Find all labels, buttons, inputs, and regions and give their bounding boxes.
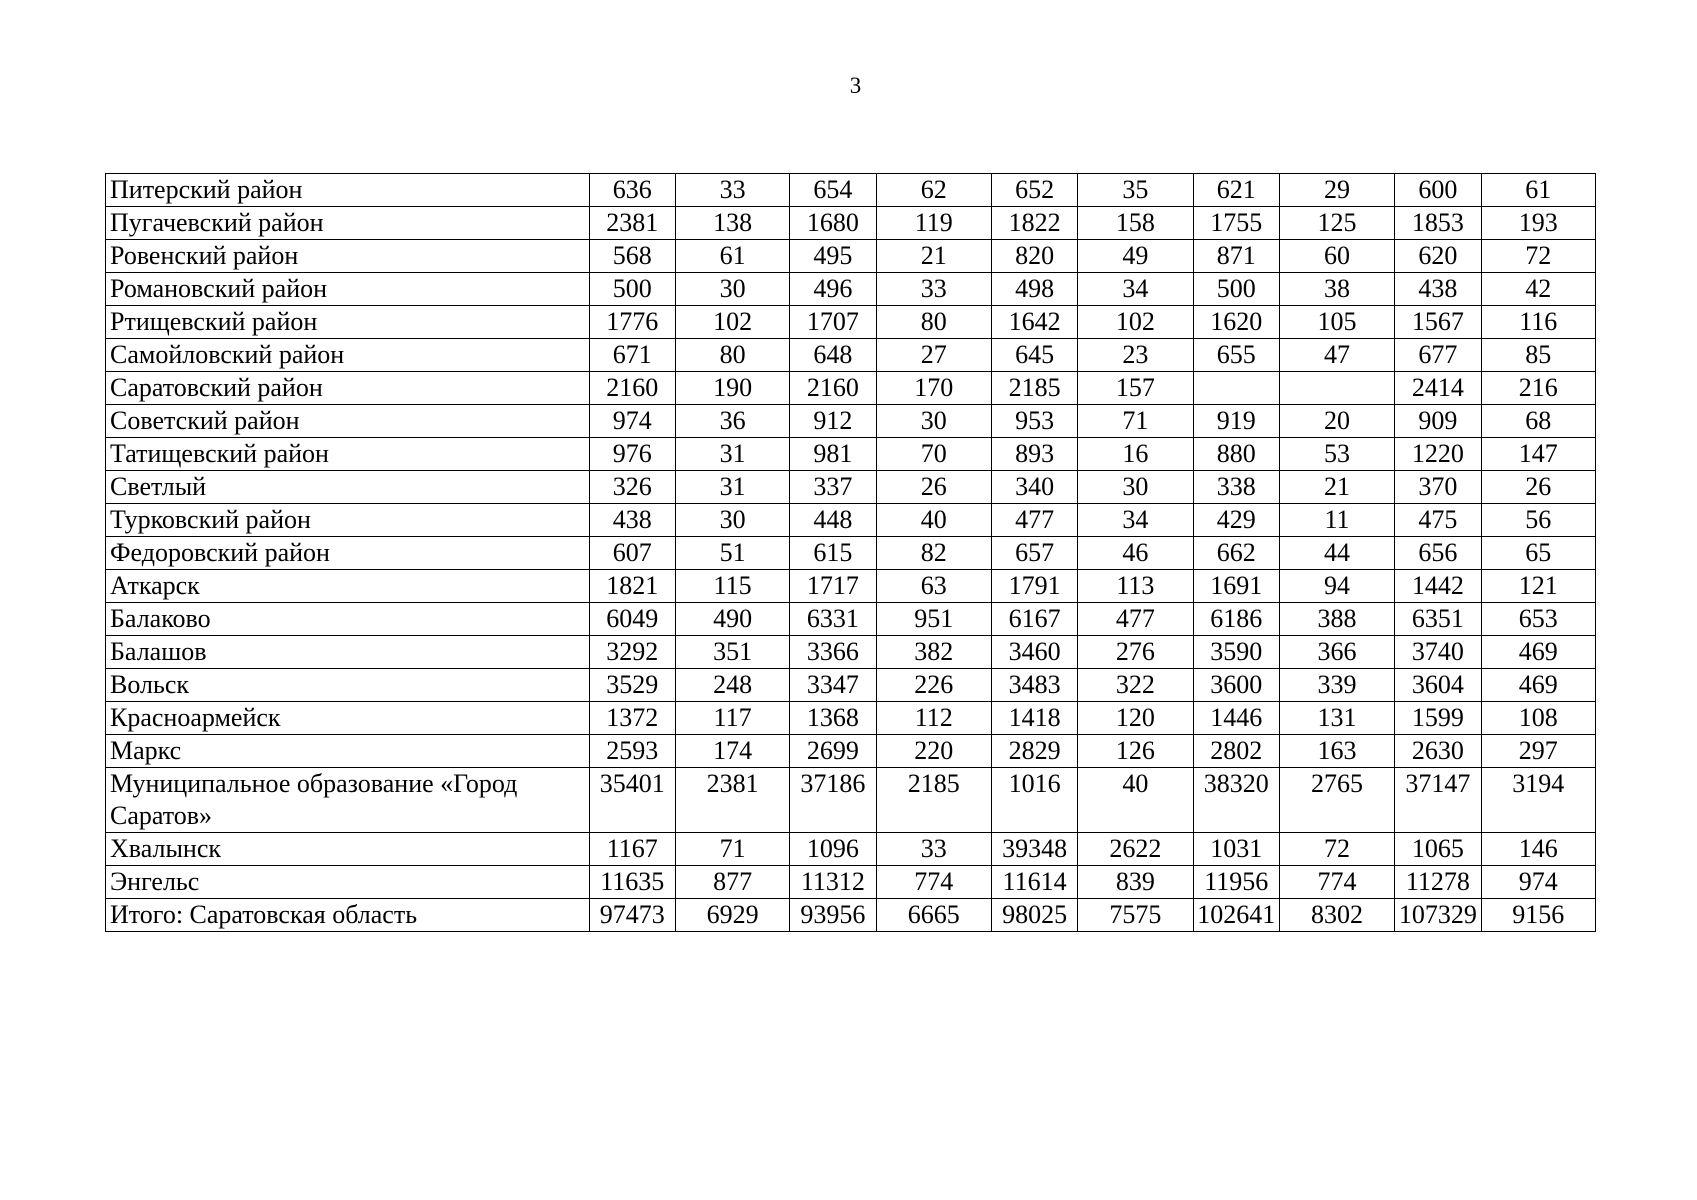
table-row <box>106 833 1596 866</box>
value-cell: 94 <box>1279 570 1394 603</box>
row-name-cell: Красноармейск <box>106 702 590 735</box>
value-cell: 38 <box>1279 273 1394 306</box>
value-cell: 36 <box>675 405 789 438</box>
value-cell: 30 <box>876 405 991 438</box>
value-cell: 44 <box>1279 537 1394 570</box>
value-cell: 340 <box>991 471 1077 504</box>
row-name-cell: Итого: Саратовская область <box>106 899 590 932</box>
value-cell: 2829 <box>991 735 1077 768</box>
value-cell: 34 <box>1078 273 1193 306</box>
value-cell: 157 <box>1078 372 1193 405</box>
value-cell: 119 <box>876 207 991 240</box>
table-body <box>106 174 1596 932</box>
value-cell: 220 <box>876 735 991 768</box>
value-cell: 1442 <box>1395 570 1481 603</box>
value-cell: 33 <box>675 174 789 207</box>
value-cell: 388 <box>1279 603 1394 636</box>
value-cell: 85 <box>1481 339 1595 372</box>
value-cell: 1031 <box>1193 833 1279 866</box>
value-cell: 438 <box>1395 273 1481 306</box>
value-cell: 63 <box>876 570 991 603</box>
value-cell: 677 <box>1395 339 1481 372</box>
value-cell: 382 <box>876 636 991 669</box>
value-cell: 6665 <box>876 899 991 932</box>
value-cell: 3347 <box>790 669 876 702</box>
value-cell: 2160 <box>790 372 876 405</box>
value-cell: 158 <box>1078 207 1193 240</box>
value-cell: 82 <box>876 537 991 570</box>
value-cell: 71 <box>1078 405 1193 438</box>
row-name-cell: Аткарск <box>106 570 590 603</box>
row-name-cell: Энгельс <box>106 866 590 899</box>
value-cell: 3292 <box>589 636 675 669</box>
value-cell: 226 <box>876 669 991 702</box>
value-cell: 125 <box>1279 207 1394 240</box>
value-cell: 893 <box>991 438 1077 471</box>
value-cell: 877 <box>675 866 789 899</box>
value-cell: 774 <box>1279 866 1394 899</box>
value-cell: 655 <box>1193 339 1279 372</box>
value-cell: 34 <box>1078 504 1193 537</box>
table-row <box>106 207 1596 240</box>
row-name-cell: Маркс <box>106 735 590 768</box>
value-cell: 116 <box>1481 306 1595 339</box>
value-cell: 568 <box>589 240 675 273</box>
value-cell: 80 <box>876 306 991 339</box>
table-row <box>106 240 1596 273</box>
value-cell: 80 <box>675 339 789 372</box>
row-name-cell: Светлый <box>106 471 590 504</box>
value-cell: 6049 <box>589 603 675 636</box>
table-row <box>106 273 1596 306</box>
value-cell: 1220 <box>1395 438 1481 471</box>
value-cell: 645 <box>991 339 1077 372</box>
value-cell: 490 <box>675 603 789 636</box>
value-cell: 326 <box>589 471 675 504</box>
row-name-cell: Ртищевский район <box>106 306 590 339</box>
value-cell: 2185 <box>991 372 1077 405</box>
value-cell: 11614 <box>991 866 1077 899</box>
table-row <box>106 768 1596 833</box>
value-cell: 27 <box>876 339 991 372</box>
value-cell: 653 <box>1481 603 1595 636</box>
row-name-cell: Турковский район <box>106 504 590 537</box>
value-cell: 21 <box>876 240 991 273</box>
value-cell <box>1279 372 1394 405</box>
value-cell: 981 <box>790 438 876 471</box>
value-cell: 366 <box>1279 636 1394 669</box>
value-cell: 1567 <box>1395 306 1481 339</box>
row-name-cell: Питерский район <box>106 174 590 207</box>
value-cell: 216 <box>1481 372 1595 405</box>
value-cell: 621 <box>1193 174 1279 207</box>
value-cell: 495 <box>790 240 876 273</box>
value-cell: 636 <box>589 174 675 207</box>
value-cell: 1642 <box>991 306 1077 339</box>
value-cell: 46 <box>1078 537 1193 570</box>
table-row <box>106 405 1596 438</box>
value-cell: 93956 <box>790 899 876 932</box>
value-cell: 26 <box>876 471 991 504</box>
row-name-cell: Самойловский район <box>106 339 590 372</box>
value-cell: 919 <box>1193 405 1279 438</box>
row-name-cell: Ровенский район <box>106 240 590 273</box>
value-cell: 1776 <box>589 306 675 339</box>
value-cell: 2381 <box>589 207 675 240</box>
value-cell: 1599 <box>1395 702 1481 735</box>
value-cell: 1167 <box>589 833 675 866</box>
value-cell: 351 <box>675 636 789 669</box>
value-cell: 30 <box>1078 471 1193 504</box>
value-cell: 951 <box>876 603 991 636</box>
value-cell: 338 <box>1193 471 1279 504</box>
row-name-cell: Балаково <box>106 603 590 636</box>
value-cell: 1822 <box>991 207 1077 240</box>
value-cell: 3194 <box>1481 768 1595 833</box>
value-cell: 6331 <box>790 603 876 636</box>
value-cell: 469 <box>1481 669 1595 702</box>
value-cell: 2630 <box>1395 735 1481 768</box>
value-cell: 1446 <box>1193 702 1279 735</box>
value-cell: 193 <box>1481 207 1595 240</box>
value-cell: 71 <box>675 833 789 866</box>
value-cell: 6186 <box>1193 603 1279 636</box>
value-cell: 3600 <box>1193 669 1279 702</box>
value-cell: 498 <box>991 273 1077 306</box>
value-cell: 3590 <box>1193 636 1279 669</box>
value-cell: 912 <box>790 405 876 438</box>
value-cell: 469 <box>1481 636 1595 669</box>
value-cell: 500 <box>1193 273 1279 306</box>
value-cell: 37147 <box>1395 768 1481 833</box>
value-cell: 31 <box>675 438 789 471</box>
row-name-cell: Пугачевский район <box>106 207 590 240</box>
value-cell: 112 <box>876 702 991 735</box>
value-cell: 2414 <box>1395 372 1481 405</box>
row-name-cell: Саратовский район <box>106 372 590 405</box>
value-cell: 3604 <box>1395 669 1481 702</box>
value-cell: 16 <box>1078 438 1193 471</box>
value-cell: 477 <box>1078 603 1193 636</box>
value-cell: 1821 <box>589 570 675 603</box>
value-cell: 40 <box>876 504 991 537</box>
value-cell: 657 <box>991 537 1077 570</box>
value-cell: 33 <box>876 273 991 306</box>
value-cell: 102 <box>1078 306 1193 339</box>
value-cell: 53 <box>1279 438 1394 471</box>
value-cell: 120 <box>1078 702 1193 735</box>
value-cell: 2622 <box>1078 833 1193 866</box>
value-cell: 1755 <box>1193 207 1279 240</box>
table-row <box>106 570 1596 603</box>
value-cell: 47 <box>1279 339 1394 372</box>
value-cell: 131 <box>1279 702 1394 735</box>
value-cell: 6351 <box>1395 603 1481 636</box>
row-name-cell: Балашов <box>106 636 590 669</box>
value-cell: 3366 <box>790 636 876 669</box>
value-cell: 615 <box>790 537 876 570</box>
value-cell: 42 <box>1481 273 1595 306</box>
value-cell: 23 <box>1078 339 1193 372</box>
value-cell: 477 <box>991 504 1077 537</box>
value-cell: 656 <box>1395 537 1481 570</box>
table-row <box>106 636 1596 669</box>
value-cell: 35401 <box>589 768 675 833</box>
table-row <box>106 471 1596 504</box>
value-cell: 72 <box>1481 240 1595 273</box>
value-cell: 21 <box>1279 471 1394 504</box>
value-cell: 107329 <box>1395 899 1481 932</box>
row-name-cell: Федоровский район <box>106 537 590 570</box>
value-cell: 108 <box>1481 702 1595 735</box>
value-cell: 1368 <box>790 702 876 735</box>
value-cell: 170 <box>876 372 991 405</box>
value-cell: 9156 <box>1481 899 1595 932</box>
value-cell: 600 <box>1395 174 1481 207</box>
value-cell: 1691 <box>1193 570 1279 603</box>
value-cell: 61 <box>1481 174 1595 207</box>
value-cell: 30 <box>675 273 789 306</box>
value-cell: 909 <box>1395 405 1481 438</box>
value-cell: 276 <box>1078 636 1193 669</box>
row-name-cell: Татищевский район <box>106 438 590 471</box>
row-name-cell: Хвалынск <box>106 833 590 866</box>
value-cell: 31 <box>675 471 789 504</box>
value-cell: 113 <box>1078 570 1193 603</box>
value-cell: 774 <box>876 866 991 899</box>
value-cell: 438 <box>589 504 675 537</box>
table-row <box>106 899 1596 932</box>
value-cell: 8302 <box>1279 899 1394 932</box>
value-cell: 174 <box>675 735 789 768</box>
value-cell: 51 <box>675 537 789 570</box>
value-cell: 1707 <box>790 306 876 339</box>
row-name-cell: Романовский район <box>106 273 590 306</box>
value-cell: 2699 <box>790 735 876 768</box>
value-cell: 1717 <box>790 570 876 603</box>
value-cell: 2381 <box>675 768 789 833</box>
table-row <box>106 735 1596 768</box>
value-cell: 11635 <box>589 866 675 899</box>
value-cell: 65 <box>1481 537 1595 570</box>
value-cell: 6167 <box>991 603 1077 636</box>
value-cell: 839 <box>1078 866 1193 899</box>
table-row <box>106 438 1596 471</box>
value-cell: 652 <box>991 174 1077 207</box>
value-cell: 20 <box>1279 405 1394 438</box>
value-cell: 147 <box>1481 438 1595 471</box>
value-cell: 29 <box>1279 174 1394 207</box>
value-cell: 2802 <box>1193 735 1279 768</box>
value-cell: 163 <box>1279 735 1394 768</box>
value-cell: 70 <box>876 438 991 471</box>
value-cell: 1372 <box>589 702 675 735</box>
value-cell: 2593 <box>589 735 675 768</box>
value-cell: 1418 <box>991 702 1077 735</box>
value-cell: 3483 <box>991 669 1077 702</box>
value-cell: 117 <box>675 702 789 735</box>
value-cell: 11956 <box>1193 866 1279 899</box>
value-cell: 429 <box>1193 504 1279 537</box>
value-cell: 820 <box>991 240 1077 273</box>
value-cell: 370 <box>1395 471 1481 504</box>
value-cell: 953 <box>991 405 1077 438</box>
table-row <box>106 537 1596 570</box>
table-row <box>106 372 1596 405</box>
value-cell: 121 <box>1481 570 1595 603</box>
value-cell: 56 <box>1481 504 1595 537</box>
value-cell: 648 <box>790 339 876 372</box>
value-cell: 39348 <box>991 833 1077 866</box>
value-cell: 1016 <box>991 768 1077 833</box>
table-row <box>106 669 1596 702</box>
value-cell <box>1193 372 1279 405</box>
value-cell: 30 <box>675 504 789 537</box>
value-cell: 3460 <box>991 636 1077 669</box>
value-cell: 2185 <box>876 768 991 833</box>
value-cell: 1853 <box>1395 207 1481 240</box>
value-cell: 654 <box>790 174 876 207</box>
value-cell: 248 <box>675 669 789 702</box>
value-cell: 880 <box>1193 438 1279 471</box>
value-cell: 98025 <box>991 899 1077 932</box>
value-cell: 11312 <box>790 866 876 899</box>
data-table <box>105 173 1596 932</box>
value-cell: 339 <box>1279 669 1394 702</box>
value-cell: 62 <box>876 174 991 207</box>
value-cell: 496 <box>790 273 876 306</box>
value-cell: 11 <box>1279 504 1394 537</box>
value-cell: 190 <box>675 372 789 405</box>
value-cell: 2160 <box>589 372 675 405</box>
value-cell: 2765 <box>1279 768 1394 833</box>
value-cell: 146 <box>1481 833 1595 866</box>
value-cell: 974 <box>1481 866 1595 899</box>
value-cell: 102 <box>675 306 789 339</box>
value-cell: 138 <box>675 207 789 240</box>
value-cell: 322 <box>1078 669 1193 702</box>
value-cell: 102641 <box>1193 899 1279 932</box>
page-number: 3 <box>849 73 862 98</box>
table-row <box>106 339 1596 372</box>
table-row <box>106 174 1596 207</box>
value-cell: 976 <box>589 438 675 471</box>
value-cell: 1065 <box>1395 833 1481 866</box>
value-cell: 500 <box>589 273 675 306</box>
value-cell: 7575 <box>1078 899 1193 932</box>
value-cell: 49 <box>1078 240 1193 273</box>
value-cell: 38320 <box>1193 768 1279 833</box>
value-cell: 40 <box>1078 768 1193 833</box>
value-cell: 60 <box>1279 240 1394 273</box>
table-row <box>106 306 1596 339</box>
value-cell: 105 <box>1279 306 1394 339</box>
row-name-cell: Вольск <box>106 669 590 702</box>
value-cell: 1680 <box>790 207 876 240</box>
value-cell: 11278 <box>1395 866 1481 899</box>
value-cell: 72 <box>1279 833 1394 866</box>
value-cell: 126 <box>1078 735 1193 768</box>
value-cell: 61 <box>675 240 789 273</box>
row-name-cell: Муниципальное образование «Город Саратов» <box>106 768 590 833</box>
value-cell: 1096 <box>790 833 876 866</box>
table-row <box>106 866 1596 899</box>
value-cell: 662 <box>1193 537 1279 570</box>
value-cell: 448 <box>790 504 876 537</box>
value-cell: 35 <box>1078 174 1193 207</box>
value-cell: 6929 <box>675 899 789 932</box>
value-cell: 475 <box>1395 504 1481 537</box>
value-cell: 1620 <box>1193 306 1279 339</box>
value-cell: 115 <box>675 570 789 603</box>
value-cell: 33 <box>876 833 991 866</box>
table-row <box>106 504 1596 537</box>
value-cell: 3740 <box>1395 636 1481 669</box>
value-cell: 3529 <box>589 669 675 702</box>
value-cell: 974 <box>589 405 675 438</box>
value-cell: 97473 <box>589 899 675 932</box>
value-cell: 871 <box>1193 240 1279 273</box>
value-cell: 37186 <box>790 768 876 833</box>
value-cell: 1791 <box>991 570 1077 603</box>
value-cell: 337 <box>790 471 876 504</box>
value-cell: 297 <box>1481 735 1595 768</box>
table-row <box>106 603 1596 636</box>
value-cell: 671 <box>589 339 675 372</box>
row-name-cell: Советский район <box>106 405 590 438</box>
table-row <box>106 702 1596 735</box>
value-cell: 68 <box>1481 405 1595 438</box>
value-cell: 607 <box>589 537 675 570</box>
value-cell: 26 <box>1481 471 1595 504</box>
value-cell: 620 <box>1395 240 1481 273</box>
